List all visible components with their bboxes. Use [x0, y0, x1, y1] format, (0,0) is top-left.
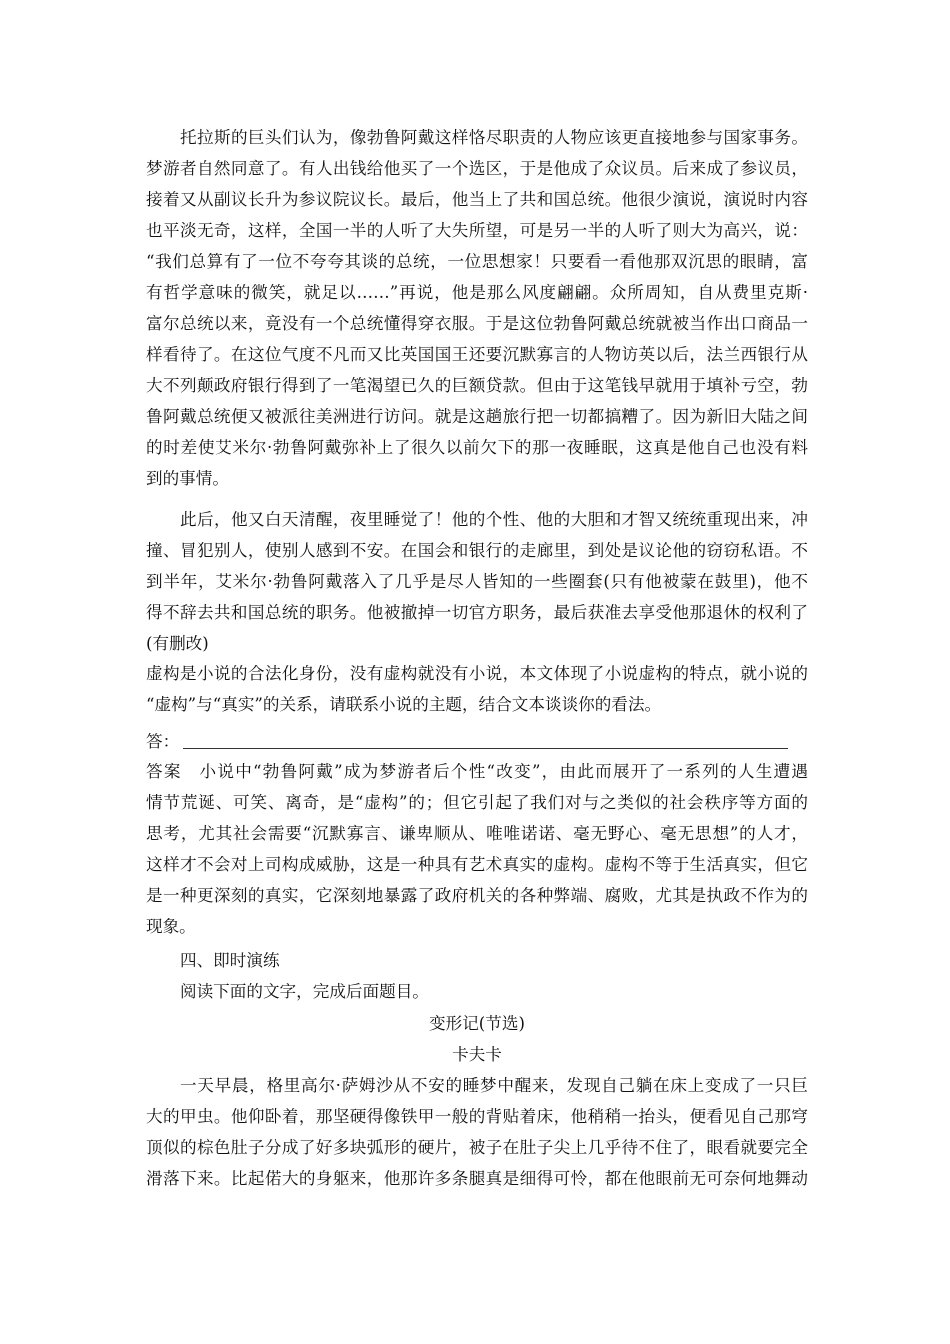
excerpt-line: 滑落下来。比起偌大的身躯来，他那许多条腿真是细得可怜，都在他眼前无可奈何地舞动 — [146, 1169, 808, 1188]
answer-text — [146, 756, 808, 942]
answer-blank[interactable] — [183, 728, 788, 749]
answer-prompt: 答： — [146, 732, 180, 751]
paragraph-line: 梦游者自然同意了。有人出钱给他买了一个选区，于是他成了众议员。后来成了参议员， — [146, 159, 808, 178]
paragraph-line: 大不列颠政府银行得到了一笔渴望已久的巨额贷款。但由于这笔钱早就用于填补亏空，勃 — [146, 376, 808, 395]
question-line: 虚构是小说的合法化身份，没有虚构就没有小说，本文体现了小说虚构的特点，就小说的 — [146, 664, 808, 683]
paragraph-line: “我们总算有了一位不夸夸其谈的总统，一位思想家！只要看一看他那双沉思的眼睛，富 — [146, 252, 808, 271]
source-note: (有删改) — [146, 634, 209, 653]
answer-line: 现象。 — [146, 917, 196, 936]
excerpt-line: 顶似的棕色肚子分成了好多块弧形的硬片，被子在肚子尖上几乎待不住了，眼看就要完全 — [146, 1138, 808, 1157]
answer-line: 这样才不会对上司构成威胁，这是一种具有艺术真实的虚构。虚构不等于生活真实，但它 — [146, 855, 808, 874]
paragraph-line: 也平淡无奇，这样，全国一半的人听了大失所望，可是另一半的人听了则大为高兴，说： — [146, 221, 808, 240]
answer-line: 情节荒诞、可笑、离奇，是“虚构”的；但它引起了我们对与之类似的社会秩序等方面的 — [146, 793, 808, 812]
answer-line: 答案 小说中“勃鲁阿戴”成为梦游者后个性“改变”，由此而展开了一系列的人生遭遇 — [146, 762, 808, 781]
passage-part2 — [146, 504, 808, 659]
paragraph-line: 的时差使艾米尔·勃鲁阿戴弥补上了很久以前欠下的那一夜睡眠，这真是他自己也没有料 — [146, 438, 808, 457]
section-header — [146, 945, 808, 1007]
excerpt-line: 大的甲虫。他仰卧着，那坚硬得像铁甲一般的背贴着床，他稍稍一抬头，便看见自己那穹 — [146, 1107, 808, 1126]
answer-line: 是一种更深刻的真实，它深刻地暴露了政府机关的各种弊端、腐败，尤其是执政不作为的 — [146, 886, 808, 905]
paragraph-line: 样看待了。在这位气度不凡而又比英国国王还要沉默寡言的人物访英以后，法兰西银行从 — [146, 345, 808, 364]
paragraph-line: 撞、冒犯别人，使别人感到不安。在国会和银行的走廊里，到处是议论他的窃窃私语。不 — [146, 541, 808, 560]
paragraph-line: 接着又从副议长升为参议院议长。最后，他当上了共和国总统。他很少演说，演说时内容 — [146, 190, 808, 209]
question — [146, 658, 808, 720]
passage-part1 — [146, 122, 808, 494]
answer-line: 思考，尤其社会需要“沉默寡言、谦卑顺从、唯唯诺诺、毫无野心、毫无思想”的人才， — [146, 824, 808, 843]
excerpt-author: 卡夫卡 — [452, 1045, 502, 1064]
excerpt — [146, 1008, 808, 1194]
paragraph-line: 得不辞去共和国总统的职务。他被撤掉一切官方职务，最后获准去享受他那退休的权利了 — [146, 603, 808, 622]
excerpt-title: 变形记(节选) — [429, 1014, 525, 1033]
paragraph-line: 托拉斯的巨头们认为，像勃鲁阿戴这样恪尽职责的人物应该更直接地参与国家事务。 — [180, 128, 808, 147]
paragraph-line: 富尔总统以来，竟没有一个总统懂得穿衣服。于是这位勃鲁阿戴总统就被当作出口商品一 — [146, 314, 808, 333]
paragraph-line: 此后，他又白天清醒，夜里睡觉了！他的个性、他的大胆和才智又统统重现出来，冲 — [180, 510, 808, 529]
excerpt-line: 一天早晨，格里高尔·萨姆沙从不安的睡梦中醒来，发现自己躺在床上变成了一只巨 — [180, 1076, 808, 1095]
paragraph-line: 到半年，艾米尔·勃鲁阿戴落入了几乎是尽人皆知的一些圈套(只有他被蒙在鼓里)，他不 — [146, 572, 808, 591]
paragraph-line: 有哲学意味的微笑，就足以……”再说，他是那么风度翩翩。众所周知，自从费里克斯· — [146, 283, 808, 302]
paragraph-line: 鲁阿戴总统便又被派往美洲进行访问。就是这趟旅行把一切都搞糟了。因为新旧大陆之间 — [146, 407, 808, 426]
question-line: “虚构”与“真实”的关系，请联系小说的主题，结合文本谈谈你的看法。 — [146, 695, 662, 714]
section-instruction: 阅读下面的文字，完成后面题目。 — [180, 982, 429, 1001]
paragraph-line: 到的事情。 — [146, 469, 229, 488]
answer-input-area — [146, 726, 808, 757]
section-heading: 四、即时演练 — [180, 951, 280, 970]
